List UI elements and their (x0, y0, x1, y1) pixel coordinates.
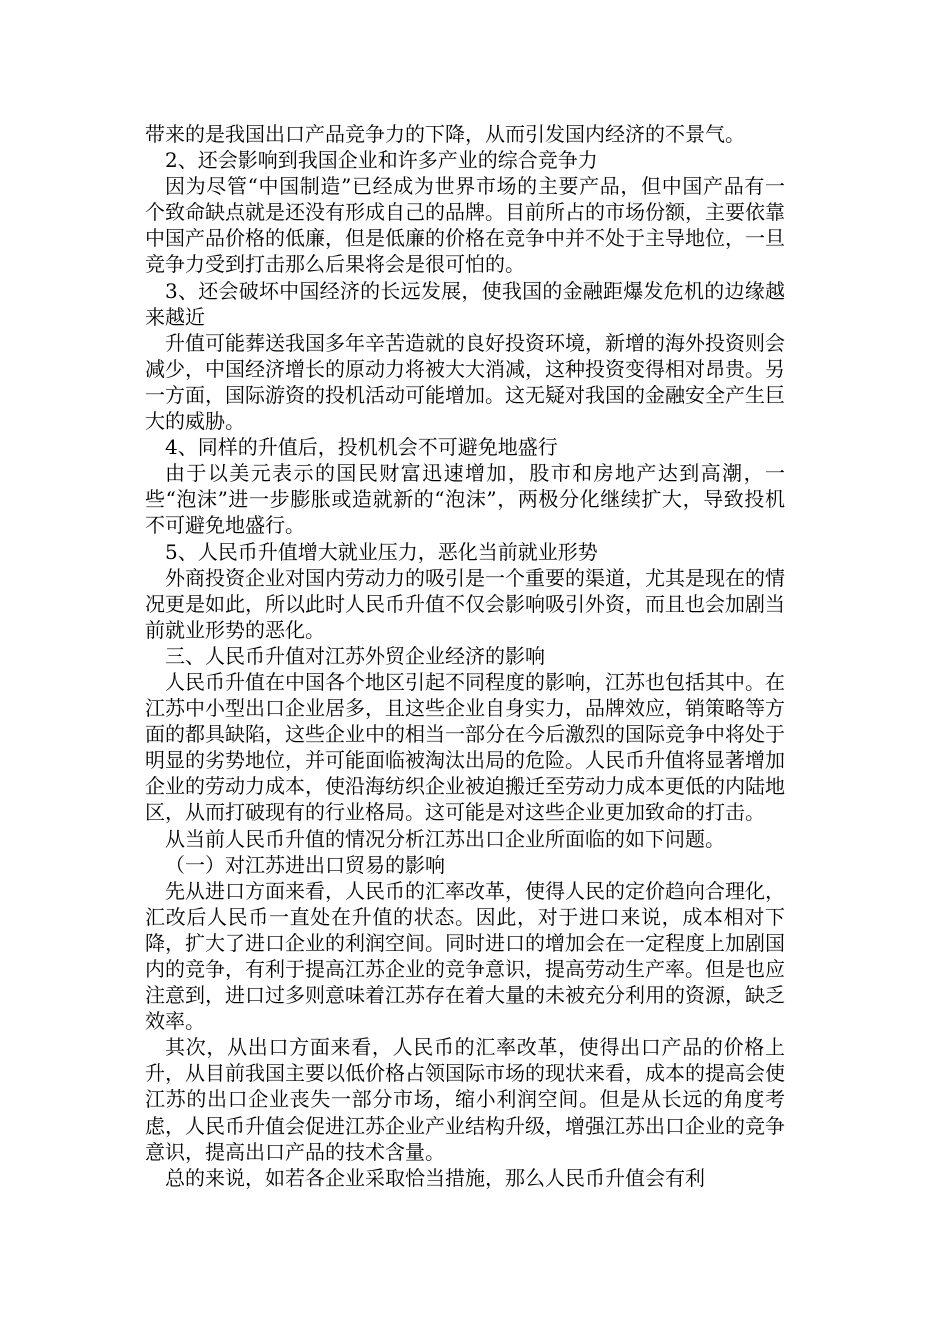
paragraph: 外商投资企业对国内劳动力的吸引是一个重要的渠道，尤其是现在的情况更是如此，所以此时人民币升值不仅会影响吸引外资，而且也会加剧当前就业形势的恶化。 (145, 565, 785, 642)
paragraph: 其次，从出口方面来看，人民币的汇率改革，使得出口产品的价格上升，从目前我国主要以低价格占领国际市场的现状来看，成本的提高会使江苏的出口企业丧失一部分市场，缩小利润空间。但是从长远的角度考虑，人民币升值会促进江苏企业产业结构升级，增强江苏出口企业的竞争意识，提高出口产品的技术含量。 (145, 1035, 785, 1164)
section-heading-3: 3、还会破坏中国经济的长远发展，使我国的金融距爆发危机的边缘越来越近 (145, 278, 785, 329)
chapter-heading-3: 三、人民币升值对江苏外贸企业经济的影响 (165, 643, 545, 668)
paragraph: 从当前人民币升值的情况分析江苏出口企业所面临的如下问题。 (165, 826, 725, 851)
section-heading-5: 5、人民币升值增大就业压力，恶化当前就业形势 (165, 539, 598, 564)
paragraph-continuation: 带来的是我国出口产品竞争力的下降，从而引发国内经济的不景气。 (145, 122, 745, 146)
subsection-heading-1: （一）对江苏进出口贸易的影响 (165, 852, 445, 877)
paragraph: 先从进口方面来看，人民币的汇率改革，使得人民的定价趋向合理化，汇改后人民币一直处在升值的状态。因此，对于进口来说，成本相对下降，扩大了进口企业的利润空间。同时进口的增加会在一定程度上加剧国内的竞争，有利于提高江苏企业的竞争意识，提高劳动生产率。但是也应注意到，进口过多则意味着江苏存在着大量的未被充分利用的资源，缺乏效率。 (145, 878, 785, 1034)
section-heading-2: 2、还会影响到我国企业和许多产业的综合竞争力 (165, 148, 598, 173)
paragraph: 人民币升值在中国各个地区引起不同程度的影响，江苏也包括其中。在江苏中小型出口企业居多，且这些企业自身实力，品牌效应，销策略等方面的都具缺陷，这些企业中的相当一部分在今后激烈的国际竞争中将处于明显的劣势地位，并可能面临被淘汰出局的危险。人民币升值将显著增加企业的劳动力成本，使沿海纺织企业被迫搬迁至劳动力成本更低的内陆地区，从而打破现有的行业格局。这可能是对这些企业更加致命的打击。 (145, 669, 785, 825)
paragraph: 因为尽管“中国制造”已经成为世界市场的主要产品，但中国产品有一个致命缺点就是还没有形成自己的品牌。目前所占的市场份额，主要依靠中国产品价格的低廉，但是低廉的价格在竞争中并不处于主导地位，一旦竞争力受到打击那么后果将会是很可怕的。 (145, 174, 785, 277)
paragraph: 升值可能葬送我国多年辛苦造就的良好投资环境，新增的海外投资则会减少，中国经济增长的原动力将被大大消减，这种投资变得相对昂贵。另一方面，国际游资的投机活动可能增加。这无疑对我国的金融安全产生巨大的威胁。 (145, 330, 785, 434)
paragraph: 由于以美元表示的国民财富迅速增加，股市和房地产达到高潮，一些“泡沫”进一步膨胀或造就新的“泡沫”，两极分化继续扩大，导致投机不可避免地盛行。 (145, 461, 785, 538)
section-heading-4: 4、同样的升值后，投机机会不可避免地盛行 (165, 435, 558, 460)
paragraph: 总的来说，如若各企业采取恰当措施，那么人民币升值会有利 (165, 1165, 705, 1190)
document-body (145, 121, 785, 1191)
